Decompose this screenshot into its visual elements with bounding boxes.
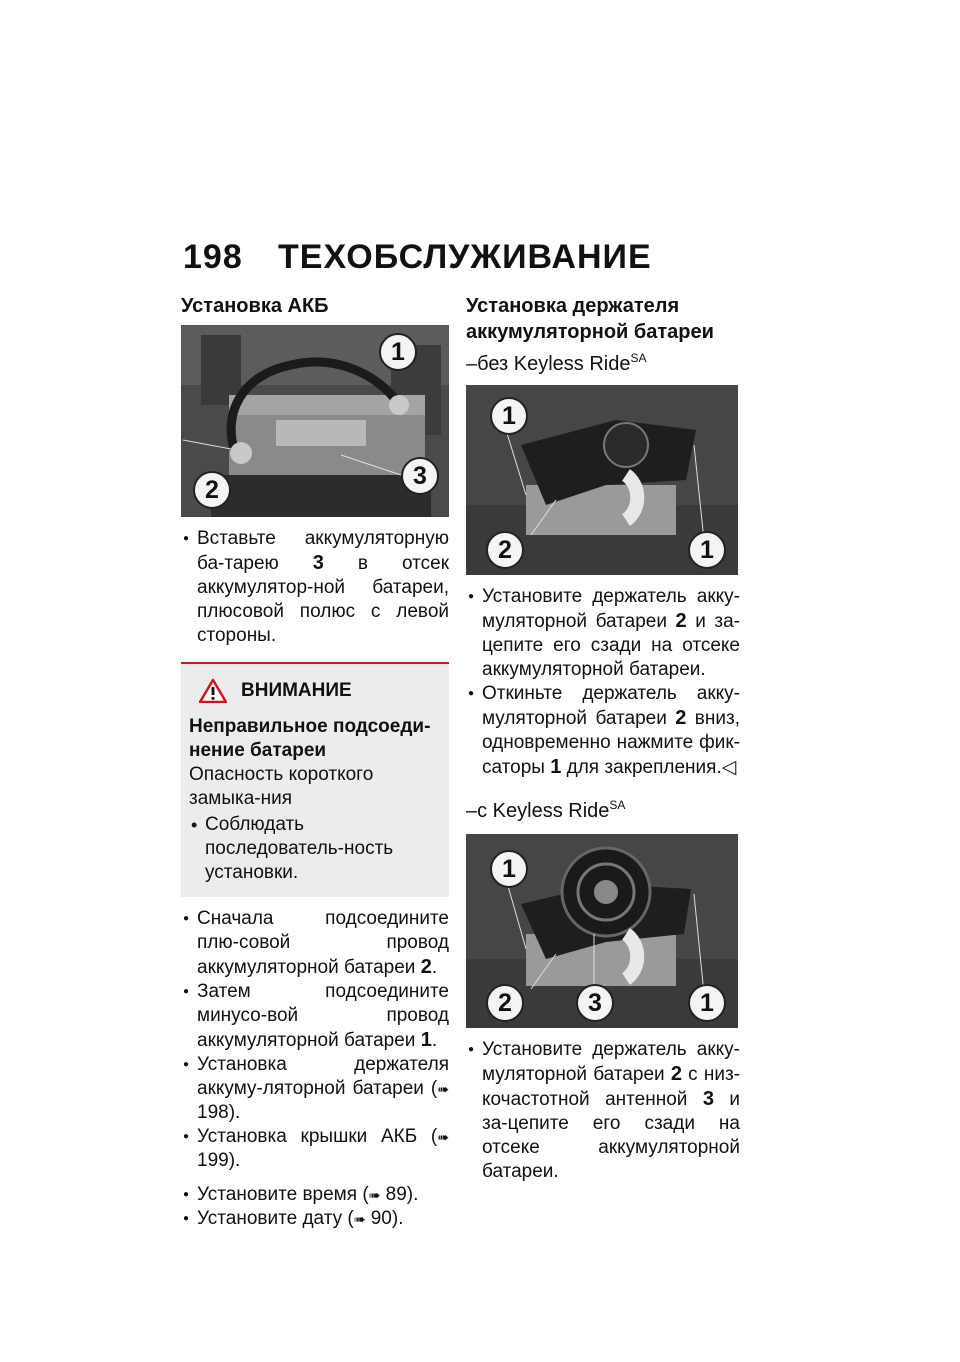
page-link[interactable]: 198 — [197, 1102, 229, 1123]
list-item: ● Установите держатель акку-муляторной батареи 2 и за-цепите его сзади на отсеке аккумуляторной батареи. — [466, 585, 740, 682]
callout-1b: 1 — [688, 984, 726, 1022]
list-item: ● Установка держателя аккуму-ляторной батареи (➠ 198). — [181, 1053, 449, 1125]
left-column — [181, 293, 449, 1231]
holder-steps-b — [466, 1038, 740, 1184]
callout-3: 3 — [401, 457, 439, 495]
holder-figure-2 — [466, 834, 738, 1028]
list-item: • Соблюдать последователь-ность установки. — [189, 813, 441, 885]
install-steps-b — [181, 907, 449, 1173]
callout-1: 1 — [490, 850, 528, 888]
arrow-right-icon: ➠ — [368, 1187, 381, 1203]
list-item: ● Сначала подсоедините плю-совой провод аккумуляторной батареи 2. — [181, 907, 449, 980]
page-header — [183, 238, 652, 282]
warning-text: Опасность короткого замыка-ния — [189, 764, 374, 809]
section-title-battery-install: Установка АКБ — [181, 295, 329, 317]
page-link[interactable]: 199 — [197, 1150, 229, 1171]
warning-list — [189, 813, 441, 885]
install-steps-a — [181, 527, 449, 648]
callout-3: 3 — [576, 984, 614, 1022]
warning-title: Неправильное подсоеди-нение батареи — [189, 716, 431, 761]
chapter-title: ТЕХОБСЛУЖИВАНИЕ — [278, 238, 652, 276]
callout-1: 1 — [490, 397, 528, 435]
callout-2: 2 — [193, 471, 231, 509]
callout-1b: 1 — [688, 531, 726, 569]
arrow-right-icon: ➠ — [437, 1129, 449, 1145]
list-item: ● Установите дату (➠ 90). — [181, 1207, 449, 1231]
page-link[interactable]: 90 — [370, 1208, 392, 1229]
callout-2: 2 — [486, 984, 524, 1022]
list-item: ● Установите держатель акку-муляторной батареи 2 с низ-кочастотной антенной 3 и за-цепите его сзади на отсеке аккумуляторной батареи. — [466, 1038, 740, 1184]
list-item: ● Установка крышки АКБ (➠ 199). — [181, 1125, 449, 1173]
section-title-holder-install: Установка держателя аккумуляторной батареи — [466, 295, 714, 343]
variant-without-keyless: –без Keyless Ride$^{SA}$ — [466, 351, 647, 375]
warning-header — [199, 678, 441, 703]
right-column — [466, 293, 740, 1184]
list-item: ● Затем подсоедините минусо-вой провод аккумуляторной батареи 1. — [181, 980, 449, 1053]
warning-triangle-icon — [199, 678, 227, 703]
holder-steps-a — [466, 585, 740, 780]
warning-box — [181, 662, 449, 897]
arrow-right-icon: ➠ — [437, 1081, 449, 1097]
warning-label: ВНИМАНИЕ — [241, 679, 352, 701]
callout-2: 2 — [486, 531, 524, 569]
list-item: ● Установите время (➠ 89). — [181, 1183, 449, 1207]
holder-figure-1 — [466, 385, 738, 575]
page-number: 198 — [183, 238, 243, 276]
battery-figure — [181, 325, 449, 517]
install-steps-c — [181, 1183, 449, 1231]
variant-with-keyless: –с Keyless Ride$^{SA}$ — [466, 798, 626, 822]
list-item: ● Вставьте аккумуляторную ба-тарею 3 в отсек аккумулятор-ной батареи, плюсовой полюс с левой стороны. — [181, 527, 449, 648]
arrow-right-icon: ➠ — [353, 1211, 366, 1227]
page-link[interactable]: 89 — [385, 1184, 407, 1205]
list-item: ● Откиньте держатель акку-муляторной батареи 2 вниз, одновременно нажмите фик-саторы 1 для закрепления.◁ — [466, 682, 740, 780]
callout-1: 1 — [379, 333, 417, 371]
